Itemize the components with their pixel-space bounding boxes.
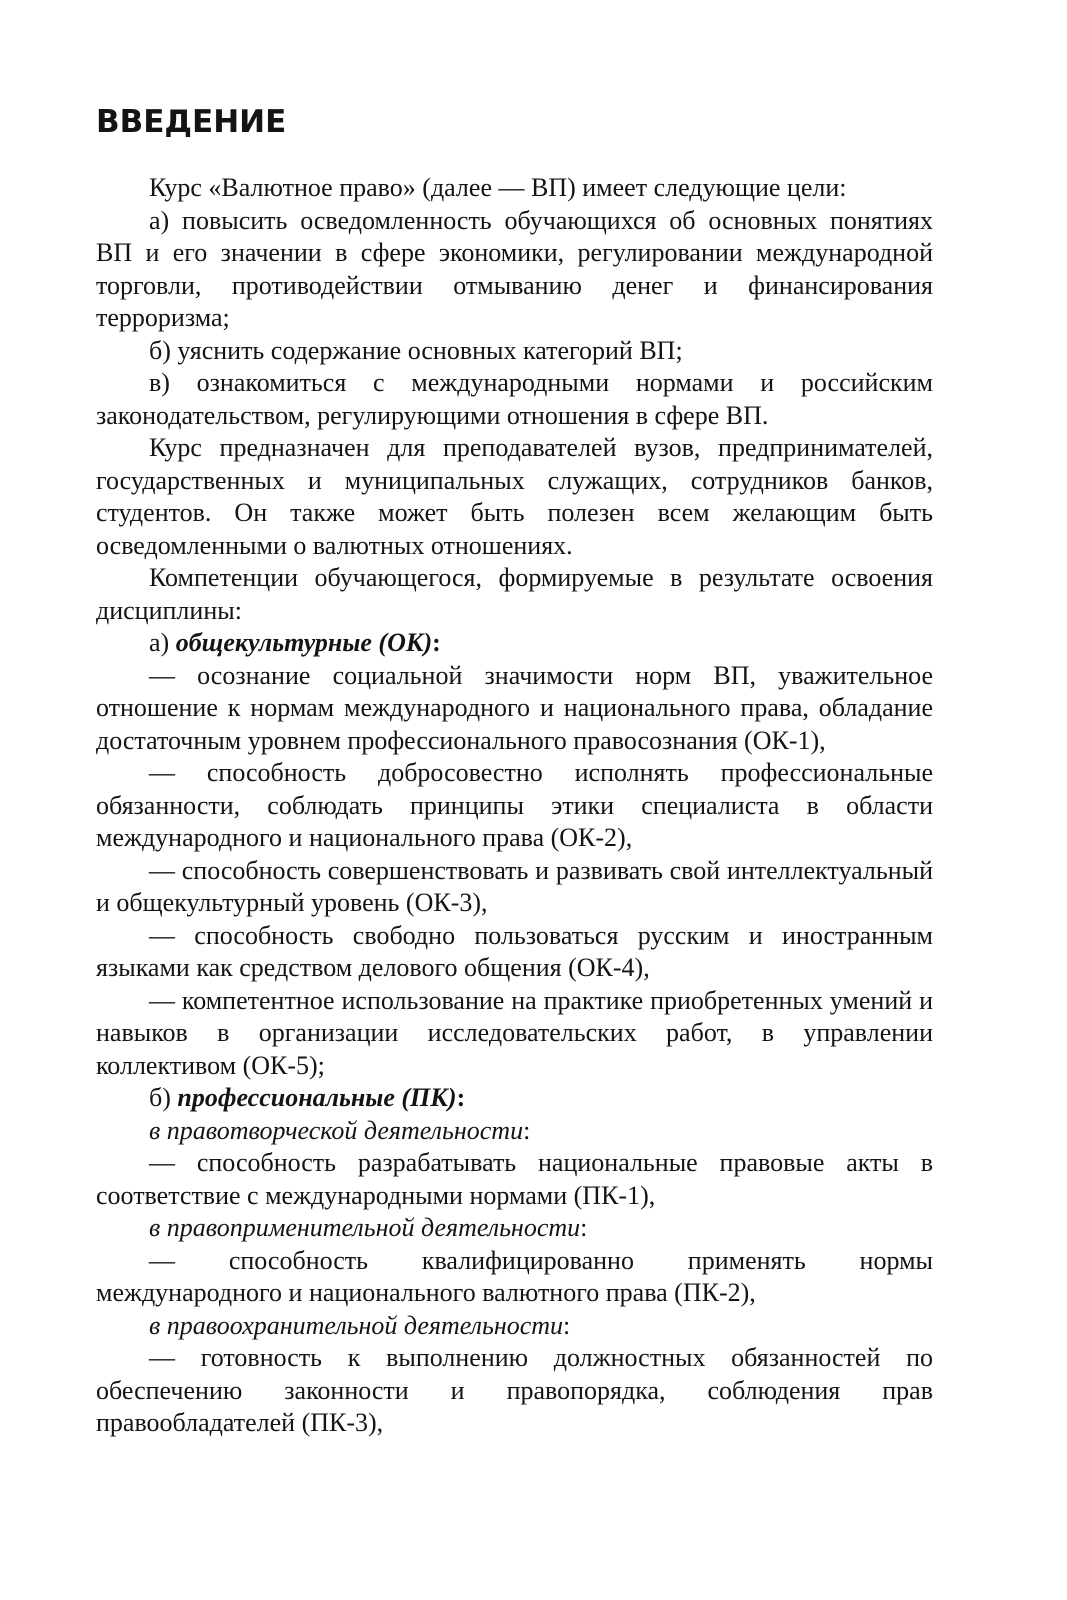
paragraph-general-cultural-heading [96, 627, 933, 660]
activity-area-title: в правотворческой деятельности [149, 1115, 524, 1145]
paragraph-ok-1: — осознание социальной значимости норм ВП, уважительное отношение к нормам международного и национального права, обладание достаточным уровнем профессионального правосознания (ОК-1), [96, 660, 933, 755]
paragraph-ok-2: — способность добросовестно исполнять профессиональные обязанности, соблюдать принципы этики специалиста в области международного и национального права (ОК-2), [96, 758, 933, 852]
competency-group-title: общекультурные (ОК) [175, 628, 433, 657]
paragraph-pk-1: — способность разрабатывать национальные правовые акты в соответствие с международными нормами (ПК-1), [96, 1148, 933, 1210]
paragraph-law-protection-subheading [96, 1310, 933, 1343]
paragraph-goal-b: б) уяснить содержание основных категорий ВП; [149, 335, 683, 365]
activity-area-title: в правоприменительной деятельности [149, 1213, 581, 1242]
paragraph-audience: Курс предназначен для преподавателей вузов, предпринимателей, государственных и муниципальных служащих, сотрудников банков, студентов. Он также может быть полезен всем желающим быть осведомленными о валютных отношениях. [96, 433, 933, 560]
paragraph-ok-3: — способность совершенствовать и развивать свой интеллектуальный и общекультурный уровень (ОК-3), [96, 855, 933, 917]
activity-area-title: в правоохранительной деятельности [149, 1310, 564, 1340]
page-content [96, 102, 933, 1440]
paragraph-pk-2: — способность квалифицированно применять нормы международного и национального валютного права (ПК-2), [96, 1245, 933, 1307]
page-title: ВВЕДЕНИЕ [96, 104, 287, 140]
paragraph-law-enforcement-application-subheading [96, 1212, 933, 1245]
colon: : [432, 628, 441, 657]
paragraph-ok-5: — компетентное использование на практике приобретенных умений и навыков в организации исследовательских работ, в управлении коллективом (ОК-5); [96, 985, 933, 1080]
paragraph-lawmaking-subheading [96, 1115, 933, 1148]
paragraph-course-goals-intro: Курс «Валютное право» (далее — ВП) имеет следующие цели: [149, 173, 847, 202]
colon: : [563, 1310, 571, 1340]
competency-group-title: профессиональные (ПК) [177, 1083, 457, 1112]
paragraph-goal-a: а) повысить осведомленность обучающихся об основных понятиях ВП и его значении в сфере экономики, регулировании международной торговли, противодействии отмыванию денег и финансирования терроризма; [96, 205, 933, 332]
colon: : [580, 1213, 588, 1242]
body-text [96, 172, 933, 1440]
paragraph-goal-c: в) ознакомиться с международными нормами и российским законодательством, регулирующими отношения в сфере ВП. [96, 368, 933, 430]
list-marker: а) [149, 628, 176, 657]
list-marker: б) [149, 1083, 178, 1112]
paragraph-competencies-intro: Компетенции обучающегося, формируемые в результате освоения дисциплины: [96, 563, 933, 625]
paragraph-professional-heading [96, 1082, 933, 1115]
paragraph-pk-3: — готовность к выполнению должностных обязанностей по обеспечению законности и правопорядка, соблюдения прав правообладателей (ПК-3), [96, 1343, 933, 1437]
colon: : [523, 1115, 531, 1145]
colon: : [456, 1083, 466, 1112]
paragraph-ok-4: — способность свободно пользоваться русским и иностранным языками как средством делового общения (ОК-4), [96, 920, 933, 982]
